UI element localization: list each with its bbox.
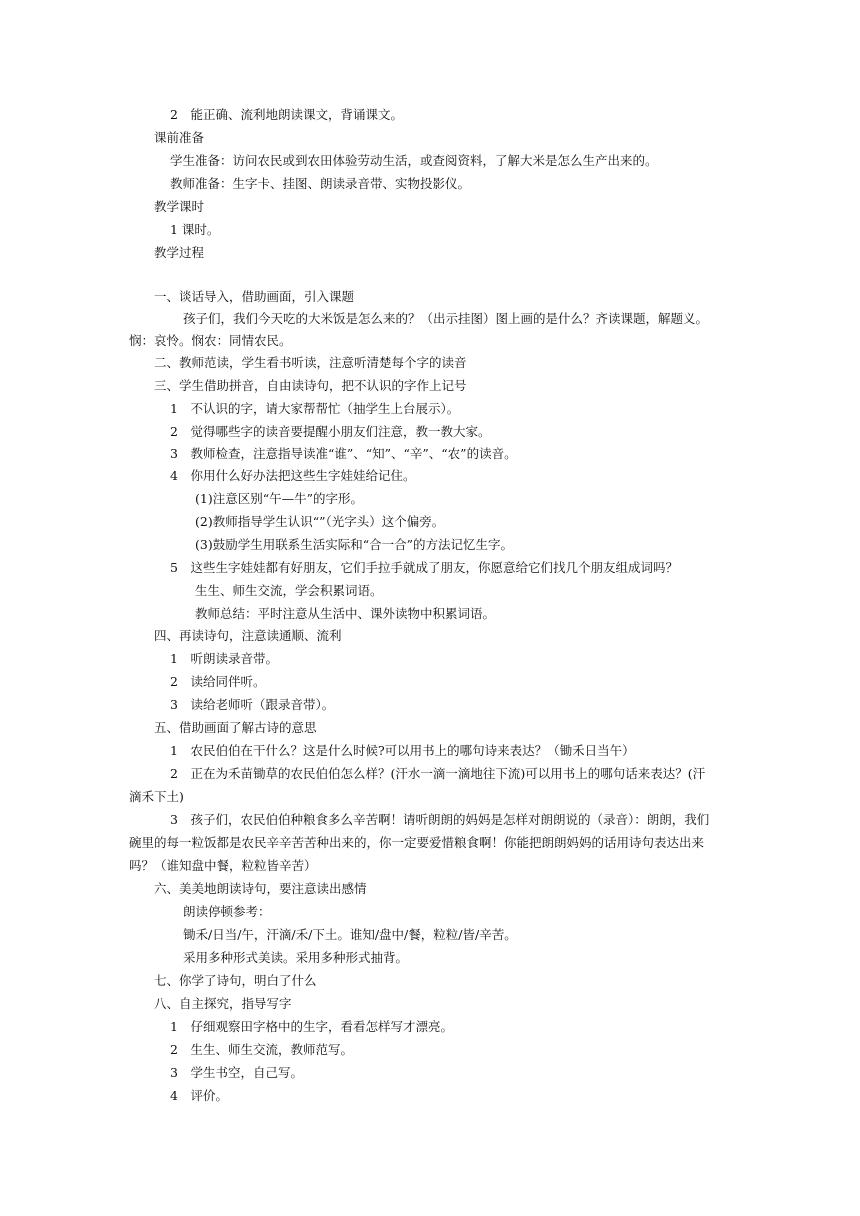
heading-teaching-process: 教学过程 xyxy=(154,245,205,260)
section-6-pause-text: 锄禾/日当/午，汗滴/禾/下土。谁知/盘中/餐，粒粒/皆/辛苦。 xyxy=(183,927,517,942)
section-6-methods: 采用多种形式美读。采用多种形式抽背。 xyxy=(183,950,409,965)
section-4-item-2: 2 读给同伴听。 xyxy=(170,674,266,689)
section-5-item-2: 2 正在为禾苗锄草的农民伯伯怎么样？(汗水一滴一滴地往下流)可以用书上的哪句话来表达？(汗 xyxy=(170,766,706,781)
section-2-heading: 二、教师范读，学生看书听读，注意听清楚每个字的读音 xyxy=(154,355,467,370)
section-3-item-5: 5 这些生字娃娃都有好朋友，它们手拉手就成了朋友，你愿意给它们找几个朋友组成词吗？ xyxy=(170,560,678,575)
section-5-heading: 五、借助画面了解古诗的意思 xyxy=(154,720,317,735)
section-5-item-3: 3 孩子们，农民伯伯种粮食多么辛苦啊！请听朗朗的妈妈是怎样对朗朗说的（录音）：朗朗，我们 xyxy=(170,812,710,827)
student-preparation: 学生准备：访问农民或到农田体验劳动生活，或查阅资料，了解大米是怎么生产出来的。 xyxy=(170,153,658,168)
section-3-sub-3: (3)鼓励学生用联系生活实际和“合一合”的方法记忆生字。 xyxy=(195,537,513,552)
section-3-item-2: 2 觉得哪些字的读音要提醒小朋友们注意，教一教大家。 xyxy=(170,424,491,439)
heading-class-hours: 教学课时 xyxy=(154,199,205,214)
section-3-item-1: 1 不认识的字，请大家帮帮忙（抽学生上台展示）。 xyxy=(170,401,460,416)
section-8-item-4: 4 评价。 xyxy=(170,1088,228,1103)
section-3-item-3: 3 教师检查，注意指导读准“谁”、“知”、“辛”、“农”的读音。 xyxy=(170,446,517,461)
section-3-sub-2: (2)教师指导学生认识“”（光字头）这个偏旁。 xyxy=(195,514,445,529)
section-4-heading: 四、再读诗句，注意读通顺、流利 xyxy=(154,628,342,643)
section-3-teacher-summary: 教师总结：平时注意从生活中、课外读物中积累词语。 xyxy=(195,606,496,621)
section-1-text-cont: 悯：哀怜。悯农：同情农民。 xyxy=(129,333,292,348)
section-5-item-1: 1 农民伯伯在干什么？这是什么时候?可以用书上的哪句诗来表达？（锄禾日当午） xyxy=(170,743,635,758)
section-8-item-2: 2 生生、师生交流，教师范写。 xyxy=(170,1042,353,1057)
section-4-item-3: 3 读给老师听（跟录音带）。 xyxy=(170,697,335,712)
section-5-item-3-cont-2: 吗？（谁知盘中餐，粒粒皆辛苦） xyxy=(129,858,317,873)
section-6-heading: 六、美美地朗读诗句，要注意读出感情 xyxy=(154,881,367,896)
teacher-preparation: 教师准备：生字卡、挂图、朗读录音带、实物投影仪。 xyxy=(170,176,471,191)
section-1-text: 孩子们，我们今天吃的大米饭是怎么来的？（出示挂图）图上画的是什么？齐读课题，解题义。 xyxy=(183,311,709,326)
section-3-heading: 三、学生借助拼音，自由读诗句，把不认识的字作上记号 xyxy=(154,378,467,393)
section-8-heading: 八、自主探究，指导写字 xyxy=(154,996,292,1011)
heading-preparation: 课前准备 xyxy=(154,130,205,145)
section-5-item-3-cont-1: 碗里的每一粒饭都是农民辛辛苦苦种出来的，你一定要爱惜粮食啊！你能把朗朗妈妈的话用诗句表达出来 xyxy=(129,835,705,850)
section-3-sub-1: (1)注意区别“午—牛”的字形。 xyxy=(195,491,363,506)
class-hours-value: 1 课时。 xyxy=(170,222,220,237)
section-4-item-1: 1 听朗读录音带。 xyxy=(170,651,278,666)
goal-item-2: 2 能正确、流利地朗读课文，背诵课文。 xyxy=(170,107,403,122)
section-7-heading: 七、你学了诗句，明白了什么 xyxy=(154,973,317,988)
section-8-item-3: 3 学生书空，自己写。 xyxy=(170,1065,303,1080)
section-3-item-4: 4 你用什么好办法把这些生字娃娃给记住。 xyxy=(170,468,416,483)
section-3-item-5-note: 生生、师生交流，学会积累词语。 xyxy=(195,583,383,598)
section-1-heading: 一、谈话导入，借助画面，引入课题 xyxy=(154,289,355,304)
section-5-item-2-cont: 滴禾下土) xyxy=(129,789,184,804)
section-8-item-1: 1 仔细观察田字格中的生字，看看怎样写才漂亮。 xyxy=(170,1019,453,1034)
section-6-pause-label: 朗读停顿参考： xyxy=(183,904,271,919)
